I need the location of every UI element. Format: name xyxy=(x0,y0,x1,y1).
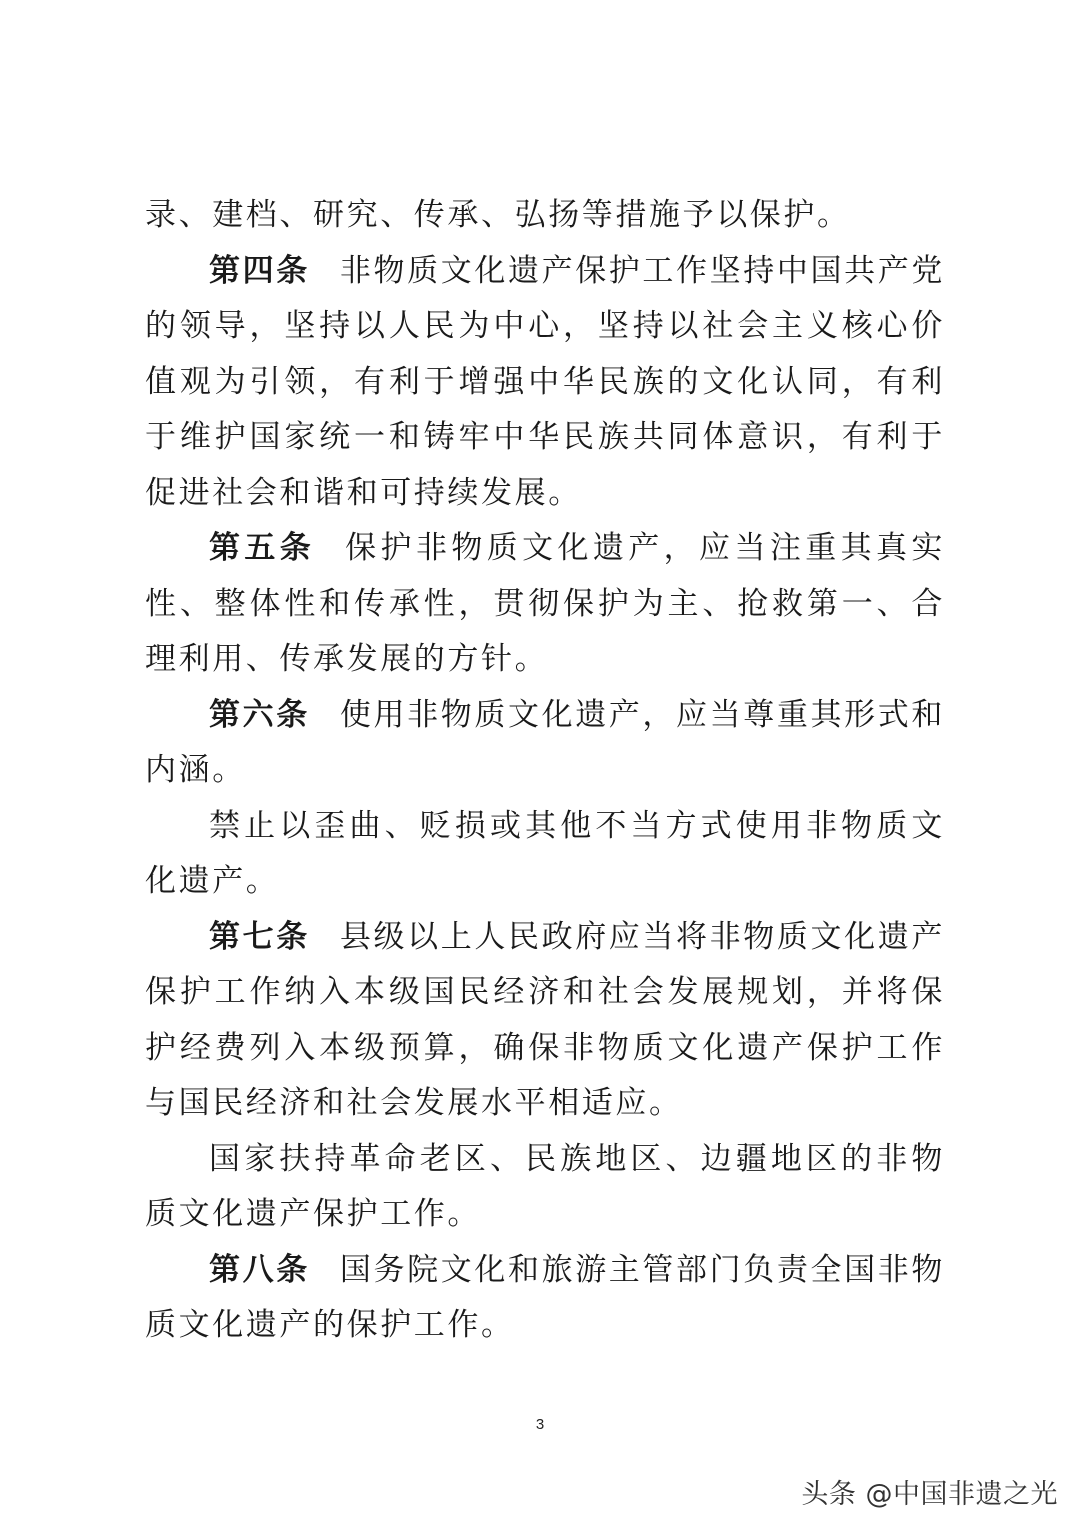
article-5 xyxy=(145,521,945,688)
article-4 xyxy=(145,244,945,522)
paragraph-text: 禁止以歪曲、贬损或其他不当方式使用非物质文化遗产。 xyxy=(145,807,945,899)
page-number: 3 xyxy=(535,1416,545,1433)
article-heading: 第四条 xyxy=(209,252,310,289)
document-body xyxy=(145,188,945,1354)
article-heading: 第八条 xyxy=(209,1251,310,1288)
article-6 xyxy=(145,688,945,799)
article-text: 保护非物质文化遗产，应当注重其真实性、整体性和传承性，贯彻保护为主、抢救第一、合理利用、传承发展的方针。 xyxy=(145,530,945,677)
article-text: 使用非物质文化遗产，应当尊重其形式和内涵。 xyxy=(145,696,945,788)
paragraph-text: 国家扶持革命老区、民族地区、边疆地区的非物质文化遗产保护工作。 xyxy=(145,1140,945,1232)
article-7-clause-2 xyxy=(145,1132,945,1243)
article-text: 国务院文化和旅游主管部门负责全国非物质文化遗产的保护工作。 xyxy=(145,1251,945,1343)
article-8 xyxy=(145,1243,945,1354)
article-heading: 第七条 xyxy=(209,918,310,955)
paragraph-text: 录、建档、研究、传承、弘扬等措施予以保护。 xyxy=(145,197,851,233)
article-text: 县级以上人民政府应当将非物质文化遗产保护工作纳入本级国民经济和社会发展规划，并将保护经费列入本级预算，确保非物质文化遗产保护工作与国民经济和社会发展水平相适应。 xyxy=(145,918,945,1121)
article-heading: 第五条 xyxy=(209,530,316,566)
article-7 xyxy=(145,910,945,1132)
watermark: 头条 @中国非遗之光 xyxy=(801,1479,1058,1510)
article-6-clause-2 xyxy=(145,799,945,910)
article-heading: 第六条 xyxy=(209,696,310,733)
article-text: 非物质文化遗产保护工作坚持中国共产党的领导，坚持以人民为中心，坚持以社会主义核心价值观为引领，有利于增强中华民族的文化认同，有利于维护国家统一和铸牢中华民族共同体意识，有利于促进社会和谐和可持续发展。 xyxy=(145,252,945,511)
paragraph-continuation xyxy=(145,188,945,244)
